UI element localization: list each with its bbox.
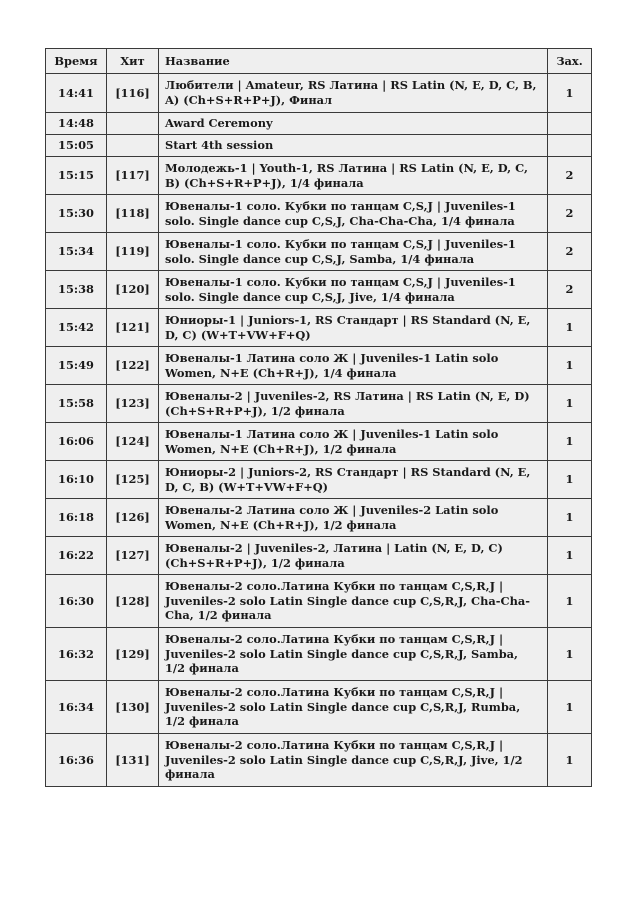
cell-heat: [123] [107, 385, 159, 423]
cell-heat: [126] [107, 499, 159, 537]
cell-time: 14:48 [46, 113, 107, 135]
cell-heat: [121] [107, 309, 159, 347]
cell-heat: [127] [107, 537, 159, 575]
table-row [46, 628, 592, 681]
cell-time: 15:58 [46, 385, 107, 423]
cell-floor: 1 [548, 461, 592, 499]
cell-floor: 1 [548, 347, 592, 385]
cell-name: Ювеналы-2 соло.Латина Кубки по танцам C,S,R,J | Juveniles-2 solo Latin Single dance cup C,S,R,J, Jive, 1/2 финала [159, 734, 548, 787]
cell-name: Ювеналы-2 соло.Латина Кубки по танцам C,S,R,J | Juveniles-2 solo Latin Single dance cup C,S,R,J, Samba, 1/2 финала [159, 628, 548, 681]
cell-name: Ювеналы-2 | Juveniles-2, Латина | Latin (N, E, D, C) (Ch+S+R+P+J), 1/2 финала [159, 537, 548, 575]
cell-time: 15:30 [46, 195, 107, 233]
cell-floor: 1 [548, 537, 592, 575]
table-row [46, 385, 592, 423]
cell-heat: [129] [107, 628, 159, 681]
cell-floor: 2 [548, 195, 592, 233]
table-row [46, 499, 592, 537]
cell-heat [107, 113, 159, 135]
table-row [46, 113, 592, 135]
cell-name: Ювеналы-2 соло.Латина Кубки по танцам C,S,R,J | Juveniles-2 solo Latin Single dance cup C,S,R,J, Cha-Cha-Cha, 1/2 финала [159, 575, 548, 628]
table-row [46, 74, 592, 113]
cell-floor: 1 [548, 734, 592, 787]
cell-time: 16:36 [46, 734, 107, 787]
cell-floor: 1 [548, 423, 592, 461]
cell-heat: [130] [107, 681, 159, 734]
cell-time: 16:32 [46, 628, 107, 681]
cell-time: 15:38 [46, 271, 107, 309]
cell-floor [548, 113, 592, 135]
cell-floor: 2 [548, 271, 592, 309]
table-row [46, 195, 592, 233]
cell-name: Юниоры-1 | Juniors-1, RS Стандарт | RS Standard (N, E, D, C) (W+T+VW+F+Q) [159, 309, 548, 347]
cell-name: Ювеналы-1 Латина соло Ж | Juveniles-1 Latin solo Women, N+E (Ch+R+J), 1/2 финала [159, 423, 548, 461]
cell-heat: [131] [107, 734, 159, 787]
header-time: Время [46, 49, 107, 74]
cell-name: Молодежь-1 | Youth-1, RS Латина | RS Latin (N, E, D, C, B) (Ch+S+R+P+J), 1/4 финала [159, 157, 548, 195]
cell-time: 15:05 [46, 135, 107, 157]
cell-floor: 2 [548, 233, 592, 271]
cell-name: Ювеналы-1 соло. Кубки по танцам C,S,J | Juveniles-1 solo. Single dance cup C,S,J, Jive, 1/4 финала [159, 271, 548, 309]
cell-heat: [120] [107, 271, 159, 309]
cell-time: 14:41 [46, 74, 107, 113]
cell-time: 16:30 [46, 575, 107, 628]
cell-heat: [119] [107, 233, 159, 271]
cell-heat: [118] [107, 195, 159, 233]
table-row [46, 157, 592, 195]
table-row [46, 461, 592, 499]
cell-time: 15:42 [46, 309, 107, 347]
table-row [46, 271, 592, 309]
cell-floor: 1 [548, 575, 592, 628]
cell-floor: 1 [548, 681, 592, 734]
cell-name: Юниоры-2 | Juniors-2, RS Стандарт | RS Standard (N, E, D, C, B) (W+T+VW+F+Q) [159, 461, 548, 499]
cell-name: Ювеналы-1 соло. Кубки по танцам C,S,J | Juveniles-1 solo. Single dance cup C,S,J, Cha-Cha-Cha, 1/4 финала [159, 195, 548, 233]
cell-time: 15:49 [46, 347, 107, 385]
cell-heat: [124] [107, 423, 159, 461]
table-row [46, 537, 592, 575]
cell-floor: 1 [548, 628, 592, 681]
cell-name: Ювеналы-2 | Juveniles-2, RS Латина | RS Latin (N, E, D) (Ch+S+R+P+J), 1/2 финала [159, 385, 548, 423]
cell-time: 16:06 [46, 423, 107, 461]
cell-heat: [116] [107, 74, 159, 113]
cell-name: Ювеналы-2 соло.Латина Кубки по танцам C,S,R,J | Juveniles-2 solo Latin Single dance cup C,S,R,J, Rumba, 1/2 финала [159, 681, 548, 734]
table-row [46, 347, 592, 385]
table-row [46, 681, 592, 734]
cell-heat: [122] [107, 347, 159, 385]
table-row [46, 423, 592, 461]
cell-name: Любители | Amateur, RS Латина | RS Latin (N, E, D, C, B, A) (Ch+S+R+P+J), Финал [159, 74, 548, 113]
cell-floor: 1 [548, 74, 592, 113]
cell-heat: [128] [107, 575, 159, 628]
cell-heat: [125] [107, 461, 159, 499]
table-row [46, 575, 592, 628]
cell-name: Ювеналы-2 Латина соло Ж | Juveniles-2 Latin solo Women, N+E (Ch+R+J), 1/2 финала [159, 499, 548, 537]
header-heat: Хит [107, 49, 159, 74]
cell-floor: 1 [548, 309, 592, 347]
cell-name: Ювеналы-1 Латина соло Ж | Juveniles-1 Latin solo Women, N+E (Ch+R+J), 1/4 финала [159, 347, 548, 385]
cell-time: 16:10 [46, 461, 107, 499]
cell-heat [107, 135, 159, 157]
cell-time: 16:18 [46, 499, 107, 537]
cell-floor: 2 [548, 157, 592, 195]
cell-name: Start 4th session [159, 135, 548, 157]
cell-floor: 1 [548, 385, 592, 423]
cell-floor [548, 135, 592, 157]
cell-time: 16:34 [46, 681, 107, 734]
schedule-table [45, 48, 592, 787]
header-floor: Зах. [548, 49, 592, 74]
table-row [46, 734, 592, 787]
cell-name: Ювеналы-1 соло. Кубки по танцам C,S,J | Juveniles-1 solo. Single dance cup C,S,J, Samba, 1/4 финала [159, 233, 548, 271]
cell-time: 15:15 [46, 157, 107, 195]
header-row [46, 49, 592, 74]
cell-name: Award Ceremony [159, 113, 548, 135]
cell-heat: [117] [107, 157, 159, 195]
table-row [46, 233, 592, 271]
table-row [46, 135, 592, 157]
table-row [46, 309, 592, 347]
cell-floor: 1 [548, 499, 592, 537]
cell-time: 16:22 [46, 537, 107, 575]
cell-time: 15:34 [46, 233, 107, 271]
header-name: Название [159, 49, 548, 74]
